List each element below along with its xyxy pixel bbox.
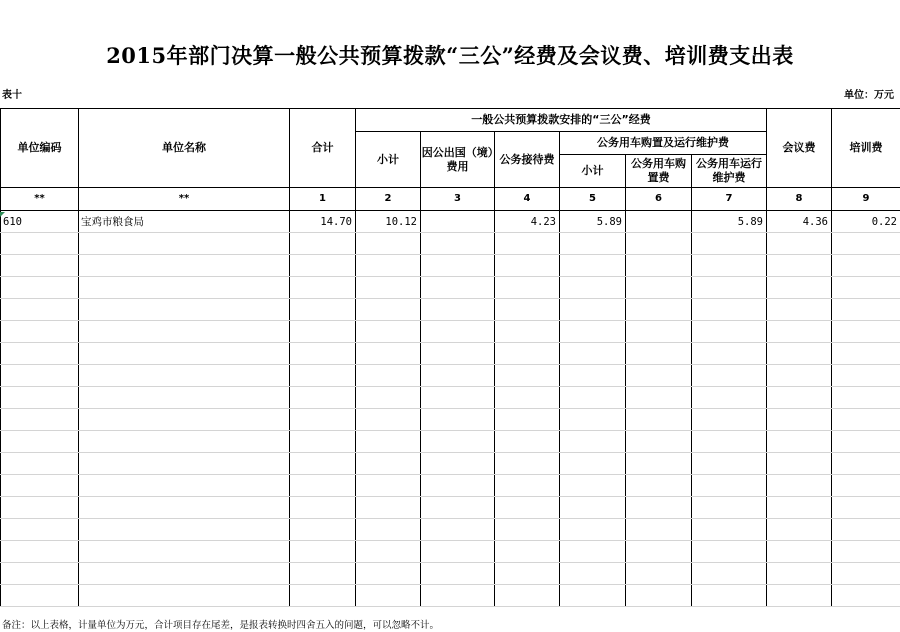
empty-cell[interactable] bbox=[767, 299, 832, 321]
empty-cell[interactable] bbox=[832, 541, 900, 563]
empty-cell[interactable] bbox=[290, 541, 356, 563]
empty-cell[interactable] bbox=[692, 321, 767, 343]
empty-row bbox=[1, 519, 900, 541]
empty-cell[interactable] bbox=[626, 387, 692, 409]
table-number: 表十 bbox=[2, 90, 22, 101]
empty-cell[interactable] bbox=[692, 541, 767, 563]
cell-abroad[interactable] bbox=[421, 211, 495, 233]
empty-cell[interactable] bbox=[626, 431, 692, 453]
index-cell: ** bbox=[1, 188, 79, 211]
empty-cell[interactable] bbox=[560, 233, 626, 255]
empty-cell[interactable] bbox=[767, 563, 832, 585]
empty-cell[interactable] bbox=[421, 541, 495, 563]
empty-cell[interactable] bbox=[79, 475, 290, 497]
empty-cell[interactable] bbox=[626, 585, 692, 607]
empty-cell[interactable] bbox=[356, 453, 421, 475]
header-vehicle-subtotal: 小计 bbox=[560, 155, 626, 188]
empty-cell[interactable] bbox=[79, 255, 290, 277]
empty-cell[interactable] bbox=[1, 431, 79, 453]
empty-row bbox=[1, 475, 900, 497]
cell-training[interactable]: 0.22 bbox=[832, 211, 900, 233]
empty-row bbox=[1, 541, 900, 563]
header-abroad: 因公出国（境）费用 bbox=[421, 132, 495, 188]
empty-cell[interactable] bbox=[1, 343, 79, 365]
empty-cell[interactable] bbox=[832, 563, 900, 585]
empty-cell[interactable] bbox=[767, 387, 832, 409]
empty-cell[interactable] bbox=[692, 497, 767, 519]
empty-cell[interactable] bbox=[421, 585, 495, 607]
empty-cell[interactable] bbox=[79, 431, 290, 453]
empty-cell[interactable] bbox=[832, 475, 900, 497]
empty-cell[interactable] bbox=[495, 475, 560, 497]
header-vehicle-purchase: 公务用车购置费 bbox=[626, 155, 692, 188]
cell-vehicle-operation[interactable]: 5.89 bbox=[692, 211, 767, 233]
empty-row bbox=[1, 497, 900, 519]
empty-cell[interactable] bbox=[560, 519, 626, 541]
empty-cell[interactable] bbox=[290, 255, 356, 277]
cell-vehicle-subtotal[interactable]: 5.89 bbox=[560, 211, 626, 233]
empty-cell[interactable] bbox=[356, 255, 421, 277]
index-cell: 4 bbox=[495, 188, 560, 211]
header-three-public-group: 一般公共预算拨款安排的“三公”经费 bbox=[356, 109, 767, 132]
empty-cell[interactable] bbox=[560, 563, 626, 585]
empty-cell[interactable] bbox=[495, 343, 560, 365]
empty-cell[interactable] bbox=[692, 299, 767, 321]
empty-cell[interactable] bbox=[356, 277, 421, 299]
empty-cell[interactable] bbox=[692, 233, 767, 255]
empty-cell[interactable] bbox=[79, 453, 290, 475]
empty-cell[interactable] bbox=[290, 365, 356, 387]
empty-cell[interactable] bbox=[495, 255, 560, 277]
empty-cell[interactable] bbox=[421, 387, 495, 409]
empty-cell[interactable] bbox=[495, 563, 560, 585]
empty-cell[interactable] bbox=[832, 387, 900, 409]
empty-cell[interactable] bbox=[767, 431, 832, 453]
empty-cell[interactable] bbox=[290, 497, 356, 519]
empty-cell[interactable] bbox=[1, 365, 79, 387]
empty-cell[interactable] bbox=[79, 233, 290, 255]
empty-cell[interactable] bbox=[79, 365, 290, 387]
empty-cell[interactable] bbox=[421, 255, 495, 277]
empty-cell[interactable] bbox=[421, 277, 495, 299]
empty-cell[interactable] bbox=[495, 365, 560, 387]
empty-cell[interactable] bbox=[356, 321, 421, 343]
empty-cell[interactable] bbox=[356, 585, 421, 607]
header-vehicle-operation: 公务用车运行维护费 bbox=[692, 155, 767, 188]
cell-subtotal[interactable]: 10.12 bbox=[356, 211, 421, 233]
cell-name[interactable]: 宝鸡市粮食局 bbox=[79, 211, 290, 233]
empty-row bbox=[1, 409, 900, 431]
empty-cell[interactable] bbox=[560, 475, 626, 497]
empty-cell[interactable] bbox=[767, 365, 832, 387]
empty-cell[interactable] bbox=[832, 233, 900, 255]
empty-cell[interactable] bbox=[832, 585, 900, 607]
empty-cell[interactable] bbox=[79, 321, 290, 343]
empty-cell[interactable] bbox=[767, 343, 832, 365]
empty-cell[interactable] bbox=[832, 299, 900, 321]
index-row bbox=[1, 188, 900, 211]
empty-cell[interactable] bbox=[290, 343, 356, 365]
empty-cell[interactable] bbox=[1, 497, 79, 519]
empty-row bbox=[1, 255, 900, 277]
empty-cell[interactable] bbox=[421, 453, 495, 475]
empty-cell[interactable] bbox=[356, 343, 421, 365]
empty-cell[interactable] bbox=[1, 321, 79, 343]
empty-cell[interactable] bbox=[692, 277, 767, 299]
empty-cell[interactable] bbox=[560, 343, 626, 365]
table-row bbox=[1, 211, 900, 233]
empty-cell[interactable] bbox=[692, 365, 767, 387]
cell-meeting[interactable]: 4.36 bbox=[767, 211, 832, 233]
empty-cell[interactable] bbox=[1, 233, 79, 255]
empty-row bbox=[1, 431, 900, 453]
empty-cell[interactable] bbox=[560, 497, 626, 519]
empty-cell[interactable] bbox=[356, 519, 421, 541]
empty-cell[interactable] bbox=[626, 321, 692, 343]
footnote: 备注：以上表格，计量单位为万元，合计项目存在尾差，是报表转换时四舍五入的问题，可以忽略不计。 bbox=[2, 620, 440, 631]
empty-cell[interactable] bbox=[290, 409, 356, 431]
empty-cell[interactable] bbox=[767, 321, 832, 343]
header-unit-code: 单位编码 bbox=[1, 109, 79, 188]
index-cell: 7 bbox=[692, 188, 767, 211]
empty-cell[interactable] bbox=[692, 563, 767, 585]
empty-cell[interactable] bbox=[495, 321, 560, 343]
empty-cell[interactable] bbox=[626, 255, 692, 277]
empty-cell[interactable] bbox=[495, 387, 560, 409]
empty-cell[interactable] bbox=[560, 321, 626, 343]
empty-cell[interactable] bbox=[356, 563, 421, 585]
empty-cell[interactable] bbox=[421, 233, 495, 255]
empty-cell[interactable] bbox=[495, 431, 560, 453]
empty-cell[interactable] bbox=[767, 277, 832, 299]
empty-cell[interactable] bbox=[290, 321, 356, 343]
empty-cell[interactable] bbox=[692, 585, 767, 607]
empty-cell[interactable] bbox=[560, 365, 626, 387]
cell-code[interactable]: 610 bbox=[1, 211, 79, 233]
empty-cell[interactable] bbox=[1, 585, 79, 607]
header-subtotal: 小计 bbox=[356, 132, 421, 188]
empty-cell[interactable] bbox=[290, 453, 356, 475]
empty-row bbox=[1, 233, 900, 255]
empty-cell[interactable] bbox=[626, 541, 692, 563]
empty-cell[interactable] bbox=[560, 453, 626, 475]
empty-cell[interactable] bbox=[767, 541, 832, 563]
index-cell: 6 bbox=[626, 188, 692, 211]
empty-cell[interactable] bbox=[495, 233, 560, 255]
empty-cell[interactable] bbox=[832, 431, 900, 453]
empty-cell[interactable] bbox=[692, 409, 767, 431]
empty-cell[interactable] bbox=[495, 519, 560, 541]
empty-cell[interactable] bbox=[692, 387, 767, 409]
empty-cell[interactable] bbox=[79, 519, 290, 541]
empty-cell[interactable] bbox=[290, 585, 356, 607]
empty-cell[interactable] bbox=[421, 475, 495, 497]
empty-cell[interactable] bbox=[560, 431, 626, 453]
empty-cell[interactable] bbox=[692, 519, 767, 541]
page-title: 2015年部门决算一般公共预算拨款“三公”经费及会议费、培训费支出表 bbox=[106, 43, 794, 68]
empty-cell[interactable] bbox=[421, 497, 495, 519]
empty-cell[interactable] bbox=[290, 475, 356, 497]
empty-cell[interactable] bbox=[692, 431, 767, 453]
empty-cell[interactable] bbox=[495, 497, 560, 519]
empty-cell[interactable] bbox=[1, 277, 79, 299]
expense-table bbox=[0, 108, 900, 607]
empty-cell[interactable] bbox=[290, 299, 356, 321]
empty-cell[interactable] bbox=[692, 343, 767, 365]
header-reception: 公务接待费 bbox=[495, 132, 560, 188]
index-cell: 8 bbox=[767, 188, 832, 211]
empty-cell[interactable] bbox=[495, 585, 560, 607]
empty-cell[interactable] bbox=[356, 409, 421, 431]
empty-cell[interactable] bbox=[626, 277, 692, 299]
empty-cell[interactable] bbox=[1, 475, 79, 497]
empty-cell[interactable] bbox=[626, 343, 692, 365]
index-cell: 1 bbox=[290, 188, 356, 211]
empty-cell[interactable] bbox=[626, 233, 692, 255]
empty-row bbox=[1, 387, 900, 409]
empty-cell[interactable] bbox=[290, 519, 356, 541]
index-cell: ** bbox=[79, 188, 290, 211]
empty-cell[interactable] bbox=[421, 343, 495, 365]
empty-cell[interactable] bbox=[79, 541, 290, 563]
empty-cell[interactable] bbox=[626, 365, 692, 387]
empty-cell[interactable] bbox=[1, 563, 79, 585]
index-cell: 2 bbox=[356, 188, 421, 211]
empty-cell[interactable] bbox=[832, 277, 900, 299]
empty-cell[interactable] bbox=[356, 475, 421, 497]
empty-cell[interactable] bbox=[832, 343, 900, 365]
cell-comment-marker bbox=[0, 212, 5, 217]
empty-cell[interactable] bbox=[356, 299, 421, 321]
empty-cell[interactable] bbox=[495, 541, 560, 563]
empty-cell[interactable] bbox=[767, 497, 832, 519]
empty-cell[interactable] bbox=[79, 585, 290, 607]
empty-cell[interactable] bbox=[79, 277, 290, 299]
empty-row bbox=[1, 299, 900, 321]
empty-cell[interactable] bbox=[626, 409, 692, 431]
empty-cell[interactable] bbox=[356, 497, 421, 519]
empty-cell[interactable] bbox=[290, 431, 356, 453]
empty-cell[interactable] bbox=[626, 299, 692, 321]
empty-cell[interactable] bbox=[1, 387, 79, 409]
empty-cell[interactable] bbox=[626, 563, 692, 585]
cell-total[interactable]: 14.70 bbox=[290, 211, 356, 233]
empty-cell[interactable] bbox=[1, 453, 79, 475]
empty-cell[interactable] bbox=[692, 255, 767, 277]
empty-cell[interactable] bbox=[1, 299, 79, 321]
empty-cell[interactable] bbox=[832, 409, 900, 431]
empty-row bbox=[1, 277, 900, 299]
empty-row bbox=[1, 585, 900, 607]
empty-cell[interactable] bbox=[1, 519, 79, 541]
empty-cell[interactable] bbox=[692, 453, 767, 475]
empty-cell[interactable] bbox=[79, 343, 290, 365]
empty-cell[interactable] bbox=[290, 387, 356, 409]
empty-cell[interactable] bbox=[832, 497, 900, 519]
empty-cell[interactable] bbox=[356, 431, 421, 453]
cell-vehicle-purchase[interactable] bbox=[626, 211, 692, 233]
empty-cell[interactable] bbox=[767, 585, 832, 607]
empty-cell[interactable] bbox=[626, 497, 692, 519]
empty-cell[interactable] bbox=[1, 541, 79, 563]
cell-reception[interactable]: 4.23 bbox=[495, 211, 560, 233]
unit-label: 单位：万元 bbox=[844, 90, 894, 101]
empty-cell[interactable] bbox=[290, 233, 356, 255]
empty-cell[interactable] bbox=[421, 321, 495, 343]
empty-cell[interactable] bbox=[356, 541, 421, 563]
empty-cell[interactable] bbox=[560, 299, 626, 321]
empty-cell[interactable] bbox=[421, 365, 495, 387]
empty-cell[interactable] bbox=[421, 519, 495, 541]
empty-cell[interactable] bbox=[767, 233, 832, 255]
empty-cell[interactable] bbox=[560, 585, 626, 607]
empty-row bbox=[1, 321, 900, 343]
header-total: 合计 bbox=[290, 109, 356, 188]
empty-cell[interactable] bbox=[421, 299, 495, 321]
empty-cell[interactable] bbox=[560, 387, 626, 409]
empty-cell[interactable] bbox=[560, 541, 626, 563]
index-cell: 3 bbox=[421, 188, 495, 211]
empty-cell[interactable] bbox=[767, 409, 832, 431]
empty-cell[interactable] bbox=[1, 409, 79, 431]
empty-cell[interactable] bbox=[767, 255, 832, 277]
empty-cell[interactable] bbox=[692, 475, 767, 497]
empty-cell[interactable] bbox=[356, 387, 421, 409]
empty-cell[interactable] bbox=[495, 299, 560, 321]
empty-cell[interactable] bbox=[79, 387, 290, 409]
empty-cell[interactable] bbox=[767, 519, 832, 541]
empty-row bbox=[1, 365, 900, 387]
empty-cell[interactable] bbox=[767, 453, 832, 475]
empty-cell[interactable] bbox=[832, 519, 900, 541]
empty-cell[interactable] bbox=[421, 431, 495, 453]
index-cell: 5 bbox=[560, 188, 626, 211]
empty-cell[interactable] bbox=[560, 277, 626, 299]
empty-cell[interactable] bbox=[495, 409, 560, 431]
empty-cell[interactable] bbox=[421, 563, 495, 585]
empty-cell[interactable] bbox=[560, 409, 626, 431]
empty-cell[interactable] bbox=[79, 563, 290, 585]
empty-cell[interactable] bbox=[767, 475, 832, 497]
empty-cell[interactable] bbox=[832, 321, 900, 343]
empty-cell[interactable] bbox=[290, 563, 356, 585]
empty-row bbox=[1, 343, 900, 365]
empty-cell[interactable] bbox=[79, 299, 290, 321]
empty-row bbox=[1, 563, 900, 585]
empty-cell[interactable] bbox=[832, 365, 900, 387]
empty-cell[interactable] bbox=[626, 475, 692, 497]
empty-cell[interactable] bbox=[495, 453, 560, 475]
index-cell: 9 bbox=[832, 188, 900, 211]
empty-row bbox=[1, 453, 900, 475]
empty-cell[interactable] bbox=[421, 409, 495, 431]
header-meeting: 会议费 bbox=[767, 109, 832, 188]
empty-cell[interactable] bbox=[832, 255, 900, 277]
empty-cell[interactable] bbox=[1, 255, 79, 277]
empty-cell[interactable] bbox=[79, 409, 290, 431]
empty-cell[interactable] bbox=[495, 277, 560, 299]
empty-cell[interactable] bbox=[832, 453, 900, 475]
header-vehicle-group: 公务用车购置及运行维护费 bbox=[560, 132, 767, 155]
empty-cell[interactable] bbox=[560, 255, 626, 277]
header-training: 培训费 bbox=[832, 109, 900, 188]
empty-cell[interactable] bbox=[290, 277, 356, 299]
empty-cell[interactable] bbox=[356, 233, 421, 255]
empty-cell[interactable] bbox=[356, 365, 421, 387]
header-unit-name: 单位名称 bbox=[79, 109, 290, 188]
empty-cell[interactable] bbox=[626, 519, 692, 541]
empty-cell[interactable] bbox=[79, 497, 290, 519]
empty-cell[interactable] bbox=[626, 453, 692, 475]
